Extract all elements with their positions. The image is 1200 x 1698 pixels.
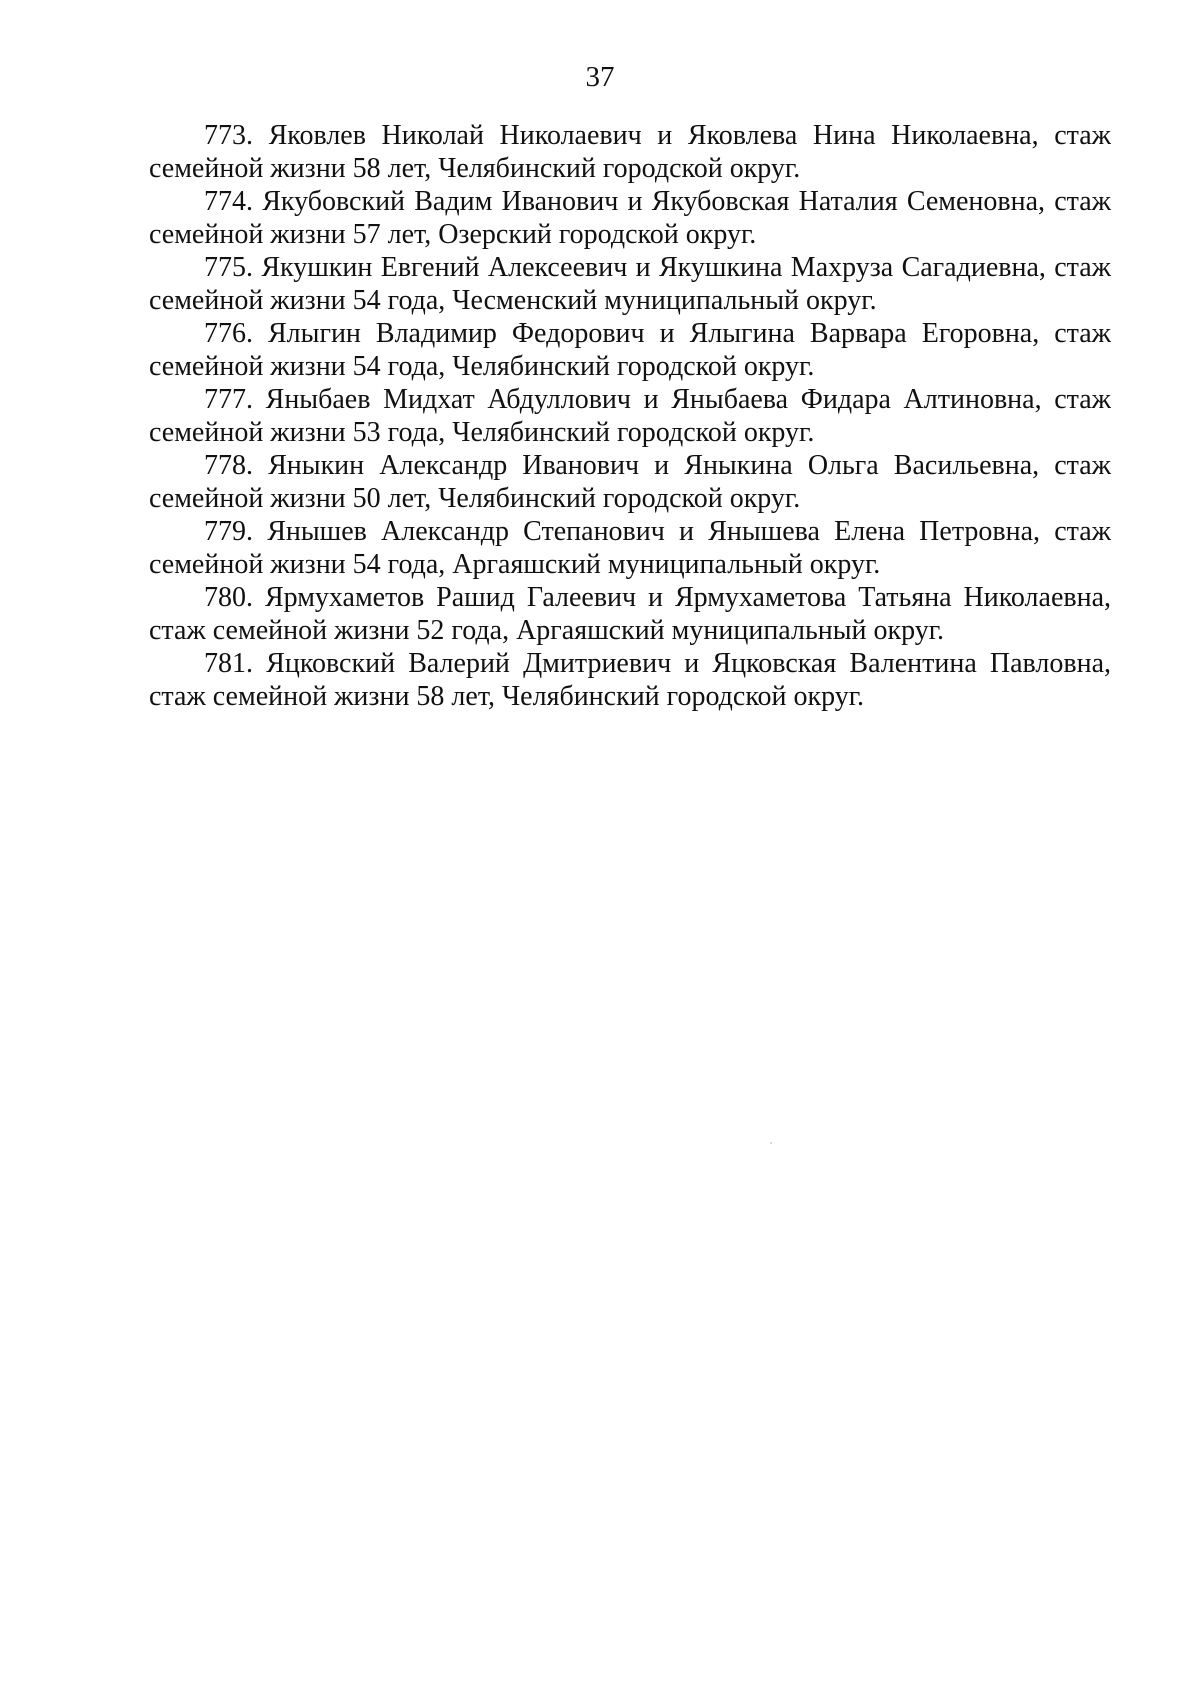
entry-text: Яныкин Александр Иванович и Яныкина Ольга Васильевна, стаж семейной жизни 50 лет, Челябинский городской округ.	[149, 450, 1112, 514]
entry-number: 779.	[204, 516, 253, 547]
list-item	[149, 317, 1111, 383]
entry-text: Якубовский Вадим Иванович и Якубовская Наталия Семеновна, стаж семейной жизни 57 лет, Озерский городской округ.	[149, 186, 1112, 250]
entry-number: 781.	[204, 648, 253, 679]
entry-number: 778.	[204, 450, 253, 481]
list-item	[149, 251, 1111, 317]
entry-text: Ялыгин Владимир Федорович и Ялыгина Варвара Егоровна, стаж семейной жизни 54 года, Челябинский городской округ.	[149, 318, 1112, 382]
entry-text: Янышев Александр Степанович и Янышева Елена Петровна, стаж семейной жизни 54 года, Аргаяшский муниципальный округ.	[149, 516, 1112, 580]
list-item	[149, 647, 1111, 713]
entry-text: Яныбаев Мидхат Абдуллович и Яныбаева Фидара Алтиновна, стаж семейной жизни 53 года, Челябинский городской округ.	[149, 384, 1111, 448]
entry-number: 773.	[204, 120, 253, 151]
list-item	[149, 581, 1111, 647]
entry-text: Яковлев Николай Николаевич и Яковлева Нина Николаевна, стаж семейной жизни 58 лет, Челябинский городской округ.	[149, 120, 1111, 184]
entry-number: 780.	[204, 582, 253, 613]
scan-speck	[770, 1142, 772, 1144]
entry-number: 777.	[204, 384, 253, 415]
entry-text: Якушкин Евгений Алексеевич и Якушкина Махруза Сагадиевна, стаж семейной жизни 54 года, Чесменский муниципальный округ.	[149, 252, 1112, 316]
entry-text: Яцковский Валерий Дмитриевич и Яцковская Валентина Павловна, стаж семейной жизни 58 лет, Челябинский городской округ.	[149, 648, 1112, 712]
list-item	[149, 185, 1111, 251]
entry-number: 774.	[204, 186, 253, 217]
list-item	[149, 119, 1111, 185]
list-item	[149, 383, 1111, 449]
list-item	[149, 515, 1111, 581]
entry-text: Ярмухаметов Рашид Галеевич и Ярмухаметова Татьяна Николаевна, стаж семейной жизни 52 года, Аргаяшский муниципальный округ.	[149, 582, 1112, 646]
list-item	[149, 449, 1111, 515]
entry-number: 776.	[204, 318, 253, 349]
page-number: 37	[585, 61, 615, 93]
entry-number: 775.	[204, 252, 253, 283]
entry-list	[149, 119, 1111, 713]
